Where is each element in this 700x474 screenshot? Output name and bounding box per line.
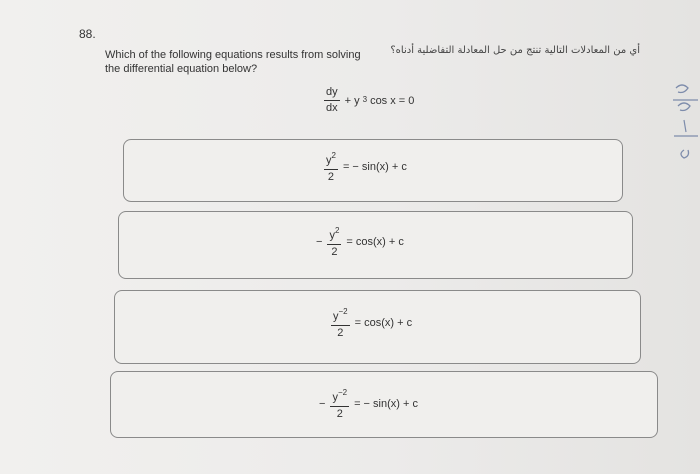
option-3-denominator: 2 — [337, 326, 344, 339]
equation-term-suffix: cos x = 0 — [370, 94, 415, 107]
answer-option-1[interactable] — [123, 139, 623, 202]
differential-equation — [322, 86, 414, 115]
option-1-numerator — [324, 150, 338, 170]
option-1-fraction — [324, 150, 338, 184]
option-2-sign: − — [316, 235, 323, 248]
derivative-denominator: dx — [326, 102, 338, 114]
equation-term-exponent: 3 — [362, 95, 368, 104]
option-1-rhs: = − sin(x) + c — [342, 160, 407, 173]
option-1-numerator-exponent: 2 — [331, 151, 336, 160]
option-2-rhs: = cos(x) + c — [346, 235, 404, 248]
option-4-fraction — [330, 387, 349, 421]
option-1-numerator-base: y — [326, 154, 332, 167]
question-number: 88. — [79, 27, 96, 41]
option-2-numerator-exponent: 2 — [334, 226, 340, 235]
option-4-rhs: = − sin(x) + c — [354, 397, 418, 410]
option-4-denominator: 2 — [336, 407, 343, 420]
option-2-numerator — [327, 225, 341, 245]
option-3-numerator — [331, 306, 350, 326]
question-prompt-english: Which of the following equations results from solving the differential equation below? — [105, 49, 361, 75]
answer-option-2[interactable] — [118, 211, 633, 279]
option-3-fraction — [331, 306, 350, 340]
answer-option-3[interactable] — [114, 290, 641, 364]
answer-option-4[interactable] — [110, 371, 658, 438]
option-2-numerator-base: y — [329, 229, 335, 242]
option-4-numerator-exponent: −2 — [337, 388, 348, 397]
margin-handwriting — [670, 80, 700, 170]
option-2-fraction — [327, 225, 341, 259]
option-3-equation — [326, 306, 412, 340]
question-prompt-arabic: أي من المعادلات التالية تنتج من حل المعادلة التفاضلية أدناه؟ — [390, 45, 640, 56]
option-4-numerator — [330, 387, 349, 407]
option-2-equation — [316, 225, 404, 259]
option-3-numerator-exponent: −2 — [338, 307, 348, 316]
option-2-denominator: 2 — [331, 245, 338, 258]
option-1-denominator: 2 — [327, 170, 335, 183]
option-3-rhs: = cos(x) + c — [354, 316, 413, 329]
option-4-sign: − — [319, 397, 326, 410]
option-1-equation — [319, 150, 407, 184]
derivative-numerator: dy — [324, 86, 340, 101]
equation-term-prefix: + y — [344, 94, 360, 107]
option-4-equation — [319, 387, 418, 421]
option-3-numerator-base: y — [333, 310, 339, 323]
option-4-numerator-base: y — [332, 391, 338, 404]
derivative-fraction — [324, 86, 340, 115]
